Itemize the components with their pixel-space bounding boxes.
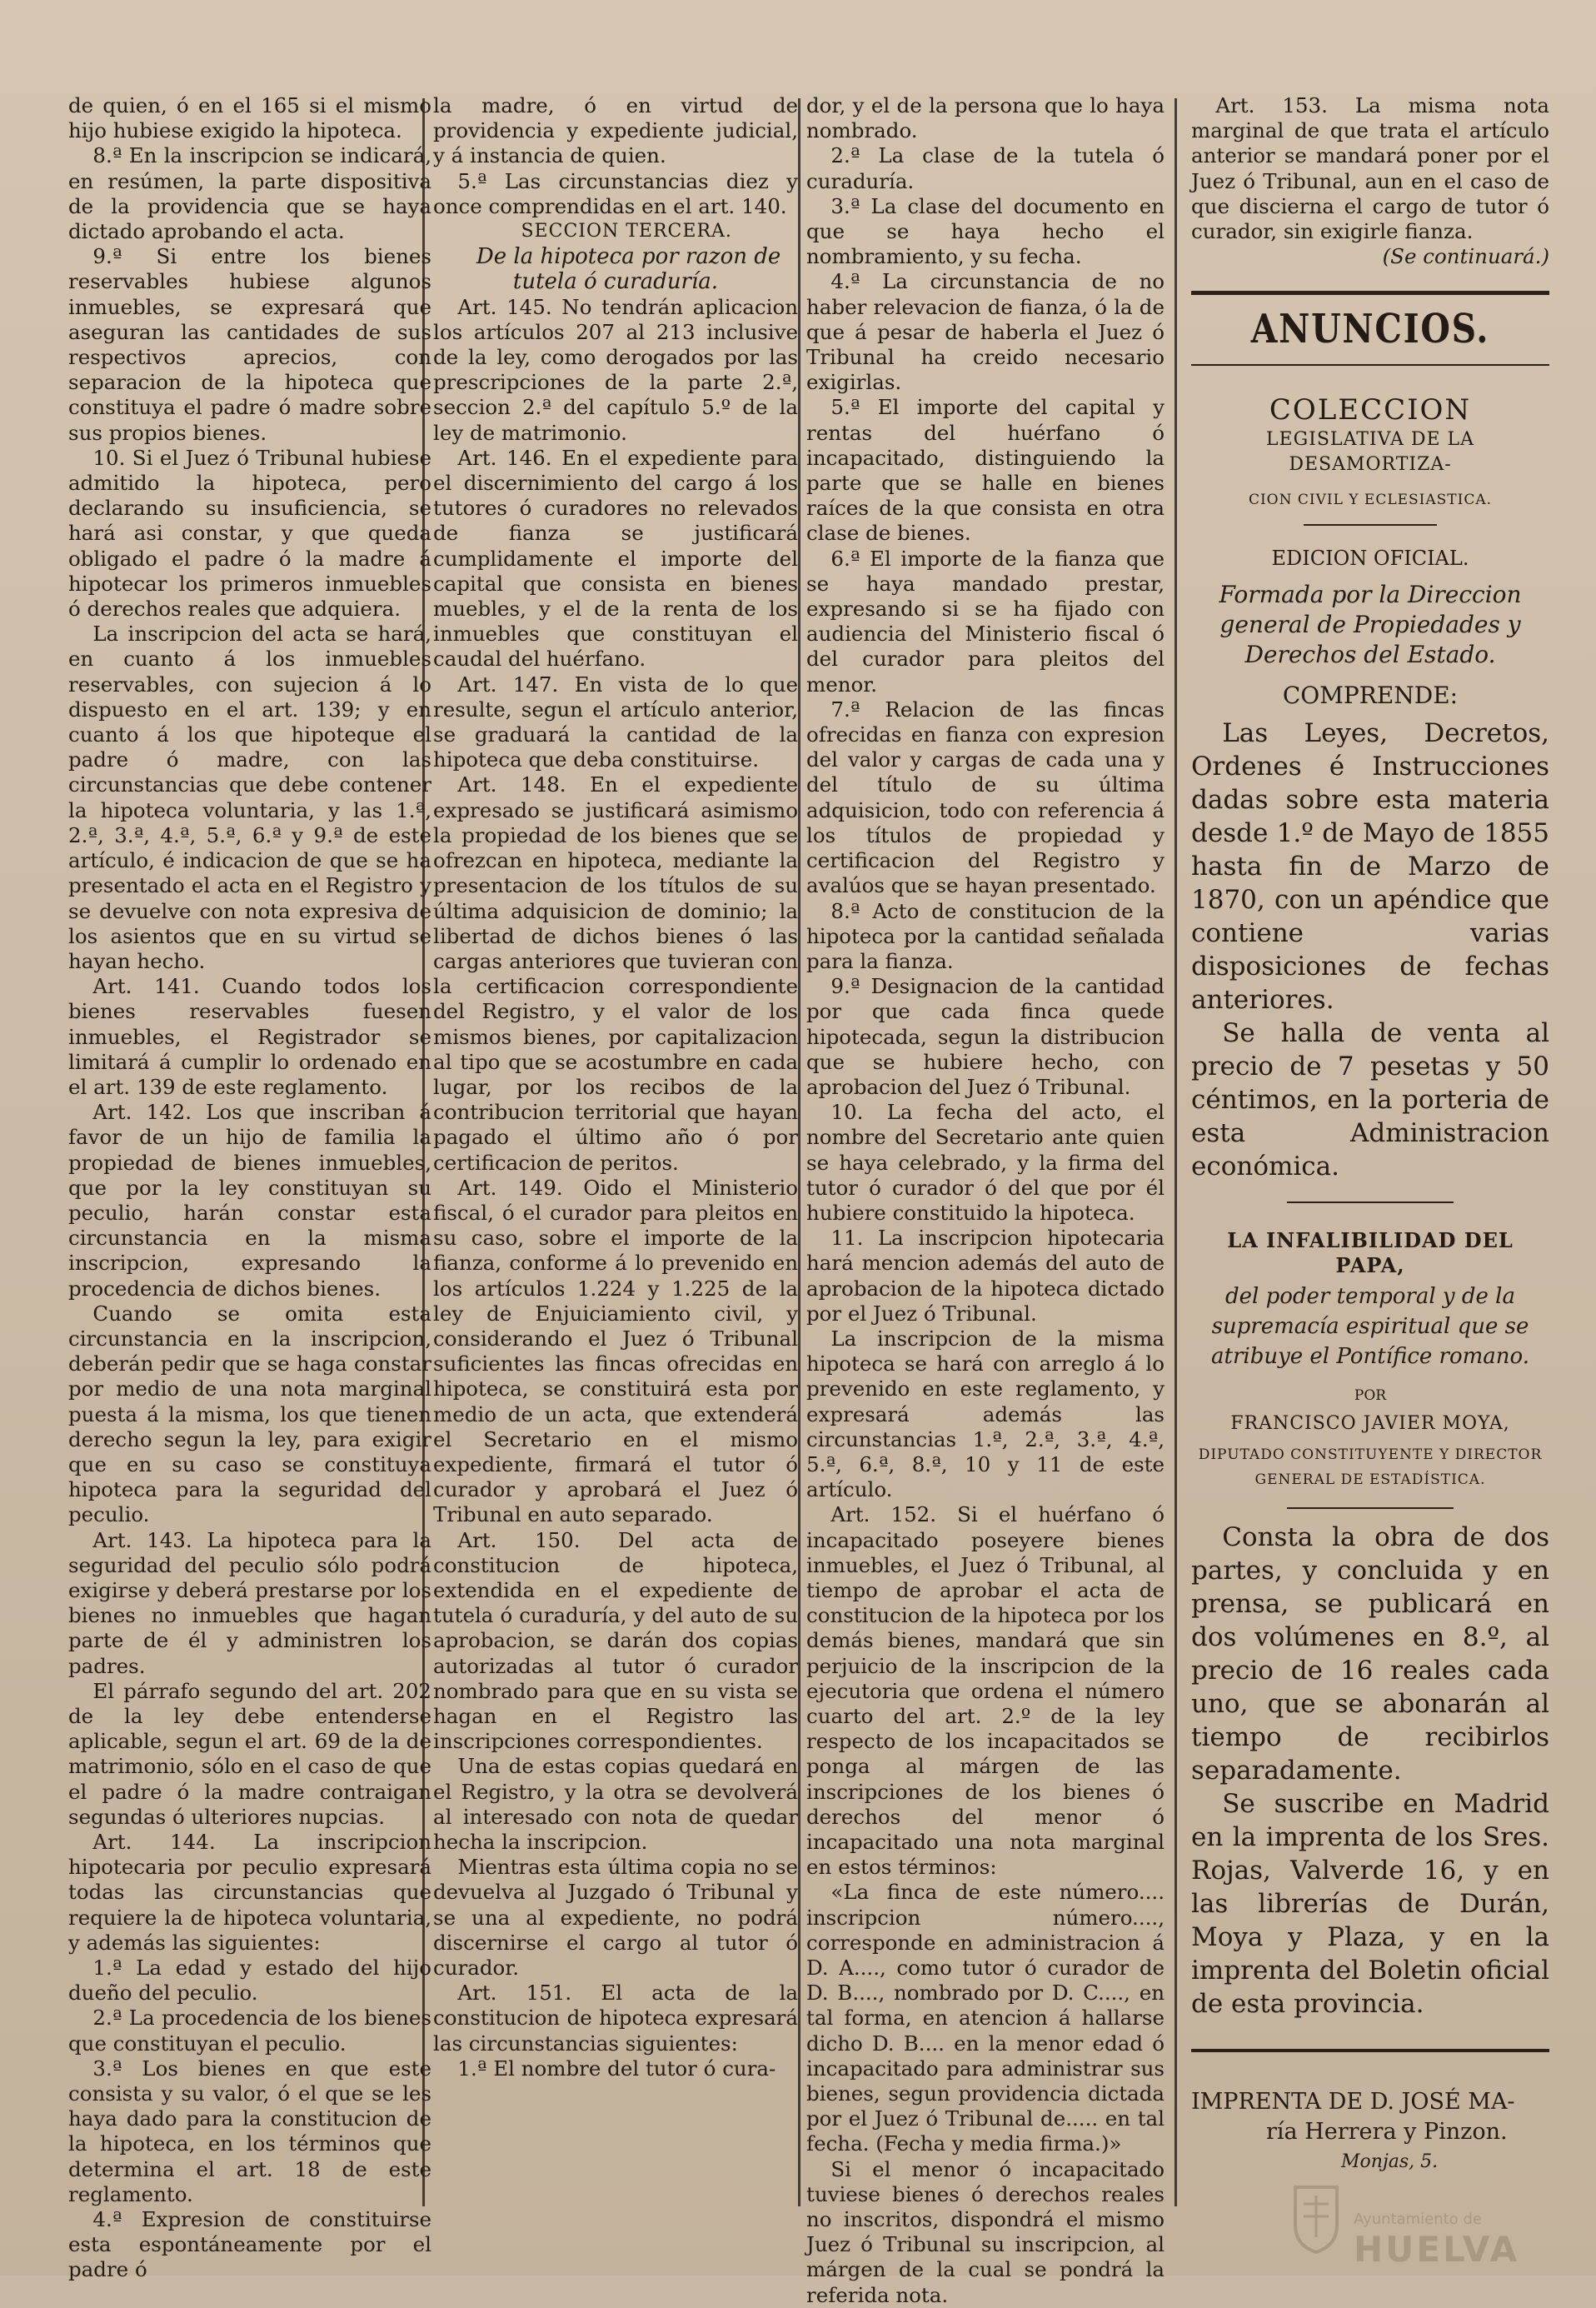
paragraph: Mientras esta última copia no se devuelva al Juzgado ó Tribunal y se una al expediente, no podrá discernirse el cargo al tutor ó curador. — [433, 1855, 798, 1981]
watermark-text: HUELVA — [1354, 2229, 1520, 2270]
paragraph: 10. La fecha del acto, el nombre del Secretario ante quien se haya celebrado, y la firma del tutor ó curador ó del que por él hubiere constituido la hipoteca. — [806, 1100, 1165, 1225]
column-rule — [798, 98, 800, 2206]
ad-subtitle: LEGISLATIVA DE LA DESAMORTIZA- — [1265, 428, 1475, 476]
section-title: SECCION TERCERA. — [521, 221, 732, 242]
divider — [1191, 291, 1549, 295]
paragraph: Una de estas copias quedará en el Registro, y la otra se devolverá al interesado con nota de quedar hecha la inscripcion. — [433, 1754, 798, 1855]
paragraph: 8.ª Acto de constitucion de la hipoteca por la cantidad señalada para la fianza. — [806, 898, 1165, 973]
paragraph: 1.ª El nombre del tutor ó cura- — [457, 2056, 776, 2081]
paragraph: Art. 144. La inscripcion hipotecaria por peculio expresará todas las circunstancias que requiere la de hipoteca voluntaria, y además las siguientes: — [68, 1830, 431, 1955]
archive-watermark — [1287, 2179, 1545, 2271]
watermark-text: Ayuntamiento de — [1354, 2211, 1482, 2228]
paragraph: 9.ª Si entre los bienes reservables hubiese algunos inmuebles, se expresará que aseguran las cantidades de sus respectivos aprecios, con separacion de la hipoteca que constituya el padre ó madre sobre sus propios bienes. — [68, 244, 431, 445]
paragraph: 11. La inscripcion hipotecaria hará mencion además del auto de aprobacion de la hipoteca dictado por el Juez ó Tribunal. — [806, 1226, 1165, 1326]
paragraph: Art. 147. En vista de lo que resulte, segun el artículo anterior, se graduará la cantidad de la hipoteca que deba constituirse. — [433, 672, 798, 772]
imprint-line: ría Herrera y Pinzon. — [1266, 2118, 1508, 2145]
paragraph: Art. 152. Si el huérfano ó incapacitado poseyere bienes inmuebles, el Juez ó Tribunal, al tiempo de aprobar el acta de constitucion de la hipoteca por los demás bienes, mandará que sin perjuicio de la inscripcion de la ejecutoria que ordena el número cuarto del art. 2.º de la ley respecto de los incapacitados se ponga al márgen de las inscripciones de los bienes ó derechos del menor ó incapacitado una nota marginal en estos términos: — [806, 1502, 1165, 1880]
paragraph: Art. 142. Los que inscriban á favor de un hijo de familia la propiedad de bienes inmuebles, que por la ley constituyan su peculio, harán constar esta circunstancia en la misma inscripcion, expresando la procedencia de dichos bienes. — [68, 1100, 431, 1301]
text-column-4 — [1191, 93, 1549, 2177]
paragraph: Art. 146. En el expediente para el discernimiento del cargo á los tutores ó curadores no relevados de fianza se justificará cumplidamente el importe del capital que consista en bienes muebles, y el de la renta de los inmuebles que constituyan el caudal del huérfano. — [433, 445, 798, 672]
paragraph: Se halla de venta al precio de 7 pesetas y 50 céntimos, en la porteria de esta Administracion económica. — [1191, 1017, 1549, 1181]
imprint-line: IMPRENTA DE D. JOSÉ MA- — [1191, 2088, 1515, 2115]
continued-note: (Se continuará.) — [1382, 244, 1549, 269]
paragraph: 9.ª Designacion de la cantidad por que cada finca quede hipotecada, segun la distribucion que se hubiere hecho, con aprobacion del Juez ó Tribunal. — [806, 974, 1165, 1099]
ad-subtitle: CION CIVIL Y ECLESIASTICA. — [1248, 492, 1493, 509]
divider — [1191, 364, 1549, 366]
paragraph: Art. 143. La hipoteca para la seguridad del peculio sólo podrá exigirse y deberá prestarse por los bienes no inmuebles que hagan parte de él y administren los padres. — [68, 1527, 431, 1678]
paragraph: Art. 149. Oido el Ministerio fiscal, ó el curador para pleitos en su caso, sobre el importe de la fianza, conforme á lo prevenido en los artículos 1.224 y 1.225 de la ley de Enjuiciamiento civil, y considerando el Juez ó Tribunal suficientes las fincas ofrecidas en hipoteca, se constituirá esta por medio de un acta, que extenderá el Secretario en el mismo expediente, firmará el tutor ó curador y aprobará el Juez ó Tribunal en auto separado. — [433, 1175, 798, 1527]
paragraph: Se suscribe en Madrid en la imprenta de los Sres. Rojas, Valverde 16, y en las librerías de Durán, Moya y Plaza, y en la imprenta del Boletin oficial de esta provincia. — [1191, 1788, 1549, 2019]
paragraph: de quien, ó en el 165 si el mismo hijo hubiese exigido la hipoteca. — [68, 93, 431, 143]
paragraph: El párrafo segundo del art. 202 de la ley debe entenderse aplicable, segun el art. 69 de la de matrimonio, sólo en el caso de que el padre ó la madre contraigan segundas ó ulteriores nupcias. — [68, 1678, 431, 1829]
paragraph: Art. 148. En el expediente expresado se justificará asimismo la propiedad de los bienes que se ofrezcan en hipoteca, mediante la presentacion de los títulos de su última adquisicion de dominio; la libertad de dichos bienes ó las cargas anteriores que tuvieran con la certificacion correspondiente del Registro, y el valor de los mismos bienes, por capitalizacion al tipo que se acostumbre en cada lugar, por los recibos de la contribucion territorial que hayan pagado el último año ó por certificacion de peritos. — [433, 772, 798, 1175]
ad-body — [1191, 717, 1549, 1183]
paragraph: Art. 151. El acta de la constitucion de hipoteca expresará las circunstancias siguientes: — [433, 1981, 798, 2056]
text-column-2 — [433, 93, 798, 2081]
paragraph: 10. Si el Juez ó Tribunal hubiese admitido la hipoteca, pero declarando su insuficiencia, se hará asi constar, y que queda obligado el padre ó la madre á hipotecar los primeros inmuebles ó derechos reales que adquiera. — [68, 445, 431, 622]
ad-edition: EDICION OFICIAL. — [1271, 547, 1469, 571]
ad-body — [1191, 1521, 1549, 2021]
ad-heading: COMPRENDE: — [1282, 681, 1459, 709]
ad-subtitle: del poder temporal y de la supremacía espiritual que se atribuye el Pontífice romano. — [1211, 1284, 1529, 1370]
paragraph: 4.ª Expresion de constituirse esta espontáneamente por el padre ó — [68, 2207, 431, 2282]
paragraph: 3.ª Los bienes en que este consista y su valor, ó el que se les haya dado para la constitucion de la hipoteca, en los términos que determina el art. 18 de este reglamento. — [68, 2056, 431, 2206]
paragraph: 1.ª La edad y estado del hijo dueño del peculio. — [68, 1956, 431, 2006]
paragraph: 8.ª En la inscripcion se indicará, en resúmen, la parte dispositiva de la providencia que se haya dictado aprobando el acta. — [68, 143, 431, 244]
paragraph: Consta la obra de dos partes, y concluida y en prensa, se publicará en dos volúmenes en 8.º, al precio de 16 reales cada uno, que se abonarán al tiempo de recibirlos separadamente. — [1191, 1521, 1549, 1786]
paragraph: la madre, ó en virtud de providencia y expediente judicial, y á instancia de quien. — [433, 93, 798, 168]
column-rule — [1175, 98, 1177, 2206]
printer-imprint — [1191, 2087, 1549, 2177]
ad-publisher: Formada por la Direccion general de Propiedades y Derechos del Estado. — [1219, 580, 1522, 668]
paragraph: Art. 153. La misma nota marginal de que trata el artículo anterior se mandará poner por el Juez ó Tribunal, aun en el caso de que discierna el cargo de tutor ó curador, sin exigirle fianza. — [1191, 93, 1549, 244]
paragraph: 5.ª El importe del capital y rentas del huérfano ó incapacitado, distinguiendo la parte que se halle en bienes raíces de la que consista en otra clase de bienes. — [806, 395, 1165, 546]
ad-author: FRANCISCO JAVIER MOYA, — [1230, 1413, 1510, 1435]
announcements-title: ANUNCIOS. — [1250, 306, 1490, 353]
paragraph: Art. 145. No tendrán aplicacion los artículos 207 al 213 inclusive de la ley, como derogados por las prescripciones de la parte 2.ª, seccion 2.ª del capítulo 5.º de la ley de matrimonio. — [433, 294, 798, 445]
paragraph: La inscripcion del acta se hará, en cuanto á los inmuebles reservables, con sujecion á lo dispuesto en el art. 139; y en cuanto á los que hipoteque el padre ó madre, con las circunstancias que debe contener la hipoteca voluntaria, y las 1.ª, 2.ª, 3.ª, 4.ª, 5.ª, 6.ª y 9.ª de este artículo, é indicacion de que se ha presentado el acta en el Registro y se devuelve con nota expresiva de los asientos que en su virtud se hayan hecho. — [68, 622, 431, 973]
paragraph: La inscripcion de la misma hipoteca se hará con arreglo á lo prevenido en este reglamento, y expresará además las circunstancias 1.ª, 2.ª, 3.ª, 4.ª, 5.ª, 6.ª, 8.ª, 10 y 11 de este artículo. — [806, 1326, 1165, 1502]
paragraph: 5.ª Las circunstancias diez y once comprendidas en el art. 140. — [433, 168, 798, 218]
paragraph: Las Leyes, Decretos, Ordenes é Instrucciones dadas sobre esta materia desde 1.º de Mayo de 1855 hasta fin de Marzo de 1870, con un apéndice que contiene varias disposiciones de fechas anteriores. — [1191, 717, 1549, 1015]
paragraph: dor, y el de la persona que lo haya nombrado. — [806, 93, 1165, 143]
paragraph: 7.ª Relacion de las fincas ofrecidas en fianza con expresion del valor y cargas de cada una y del título de su última adquisicion, todo con referencia á los títulos de propiedad y certificacion del Registro y avalúos que se hayan presentado. — [806, 697, 1165, 898]
paragraph: 6.ª El importe de la fianza que se haya mandado prestar, expresando si se ha fijado con audiencia del Ministerio fiscal ó del curador para pleitos del menor. — [806, 546, 1165, 697]
paragraph: Cuando se omita esta circunstancia en la inscripcion, deberán pedir que se haga constar por medio de una nota marginal puesta á la misma, los que tienen derecho segun la ley, para exigir que en su caso se constituya hipoteca para la seguridad del peculio. — [68, 1301, 431, 1527]
paragraph: 2.ª La clase de la tutela ó curaduría. — [806, 143, 1165, 193]
ad-title: LA INFALIBILIDAD DEL PAPA, — [1227, 1227, 1514, 1278]
section-subtitle: De la hipoteca por razon de tutela ó curaduría. — [476, 244, 781, 295]
paragraph: 4.ª La circunstancia de no haber relevacion de fianza, ó la de que á pesar de haberla el Juez ó Tribunal ha creido necesario exigirlas. — [806, 269, 1165, 395]
paragraph: Art. 141. Cuando todos los bienes reservables fuesen inmuebles, el Registrador se limitará á cumplir lo ordenado en el art. 139 de este reglamento. — [68, 974, 431, 1099]
divider — [1287, 1507, 1454, 1509]
divider — [1304, 524, 1437, 526]
quoted-note: «La finca de este número.... inscripcion número...., corresponde en administracion á D. A...., como tutor ó curador de D. B...., nombrado por D. C...., en tal forma, en atencion á hallarse dicho D. B.... en la menor edad ó incapacitado para administrar sus bienes, segun providencia dictada por el Juez ó Tribunal de..... en tal fecha. (Fecha y media firma.)» — [806, 1880, 1165, 2156]
ad-title: COLECCION — [1269, 392, 1472, 427]
ad-byline: POR — [1354, 1387, 1387, 1405]
divider — [1191, 2049, 1549, 2052]
text-column-3 — [806, 93, 1165, 2308]
imprint-line: Monjas, 5. — [1341, 2151, 1439, 2172]
divider — [1287, 1201, 1454, 1203]
text-column-1 — [68, 93, 431, 2283]
ad-author-title: DIPUTADO CONSTITUYENTE Y DIRECTOR GENERAL DE ESTADÍSTICA. — [1198, 1446, 1543, 1488]
paragraph: 2.ª La procedencia de los bienes que constituyan el peculio. — [68, 2006, 431, 2056]
paragraph: Si el menor ó incapacitado tuviese bienes ó derechos reales no inscritos, dispondrá el mismo Juez ó Tribunal su inscripcion, al márgen de la cual se pondrá la referida nota. — [806, 2156, 1165, 2307]
paragraph: 3.ª La clase del documento en que se haya hecho el nombramiento, y su fecha. — [806, 193, 1165, 269]
paragraph: Art. 150. Del acta de constitucion de hipoteca, extendida en el expediente de tutela ó curaduría, y del auto de su aprobacion, se darán dos copias autorizadas al tutor ó curador nombrado para que en su vista se hagan en el Registro las inscripciones correspondientes. — [433, 1527, 798, 1754]
crest-icon — [1287, 2179, 1345, 2254]
